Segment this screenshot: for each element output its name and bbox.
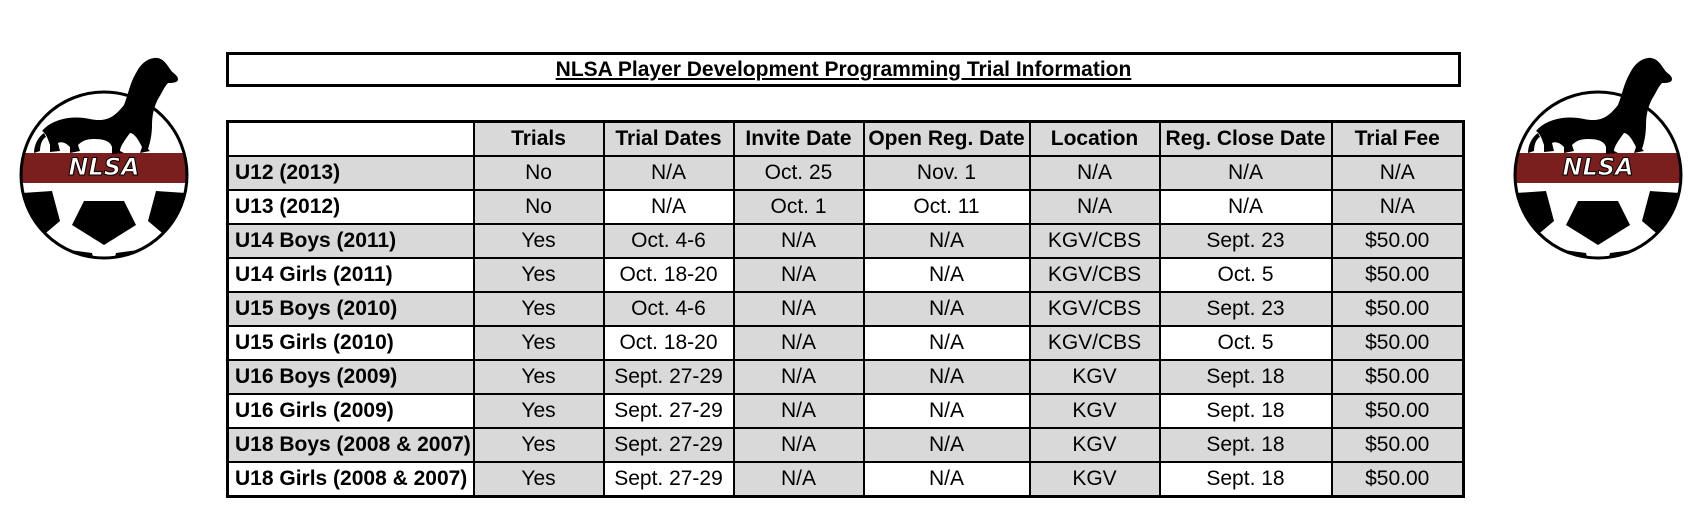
row-label: U12 (2013) [228, 156, 474, 190]
row-label: U16 Girls (2009) [228, 394, 474, 428]
trials-cell: Yes [474, 292, 604, 326]
svg-text:NLSA: NLSA [68, 153, 140, 181]
row-label: U15 Girls (2010) [228, 326, 474, 360]
dog-soccer-ball-icon [1506, 53, 1690, 263]
trial-fee-cell: N/A [1332, 156, 1464, 190]
invite-date-cell: N/A [734, 428, 864, 462]
reg-close-date-cell: Oct. 5 [1160, 326, 1332, 360]
row-label: U13 (2012) [228, 190, 474, 224]
invite-date-cell: N/A [734, 394, 864, 428]
trials-cell: Yes [474, 326, 604, 360]
table-row [228, 292, 1464, 326]
header-blank [228, 122, 474, 157]
trial-fee-cell: $50.00 [1332, 428, 1464, 462]
invite-date-cell: N/A [734, 360, 864, 394]
page-title: NLSA Player Development Programming Trial Information [226, 52, 1461, 87]
trial-fee-cell: N/A [1332, 190, 1464, 224]
trials-cell: No [474, 156, 604, 190]
row-label: U16 Boys (2009) [228, 360, 474, 394]
row-label: U14 Boys (2011) [228, 224, 474, 258]
trials-cell: Yes [474, 462, 604, 497]
trial-fee-cell: $50.00 [1332, 394, 1464, 428]
location-cell: KGV [1030, 462, 1160, 497]
trial-dates-cell: Oct. 4-6 [604, 292, 734, 326]
location-cell: KGV [1030, 428, 1160, 462]
invite-date-cell: N/A [734, 326, 864, 360]
row-label: U18 Girls (2008 & 2007) [228, 462, 474, 497]
trial-dates-cell: N/A [604, 156, 734, 190]
header-open-reg-date: Open Reg. Date [864, 122, 1030, 157]
location-cell: KGV/CBS [1030, 258, 1160, 292]
header-trial-fee: Trial Fee [1332, 122, 1464, 157]
open-reg-date-cell: Nov. 1 [864, 156, 1030, 190]
open-reg-date-cell: N/A [864, 292, 1030, 326]
trial-fee-cell: $50.00 [1332, 258, 1464, 292]
trial-fee-cell: $50.00 [1332, 326, 1464, 360]
reg-close-date-cell: Sept. 18 [1160, 462, 1332, 497]
invite-date-cell: Oct. 1 [734, 190, 864, 224]
table-row [228, 156, 1464, 190]
open-reg-date-cell: N/A [864, 258, 1030, 292]
invite-date-cell: N/A [734, 292, 864, 326]
trial-dates-cell: Oct. 18-20 [604, 326, 734, 360]
reg-close-date-cell: Sept. 18 [1160, 394, 1332, 428]
header-reg-close-date: Reg. Close Date [1160, 122, 1332, 157]
row-label: U18 Boys (2008 & 2007) [228, 428, 474, 462]
header-location: Location [1030, 122, 1160, 157]
open-reg-date-cell: N/A [864, 428, 1030, 462]
trial-dates-cell: Oct. 18-20 [604, 258, 734, 292]
header-trials: Trials [474, 122, 604, 157]
location-cell: KGV/CBS [1030, 224, 1160, 258]
invite-date-cell: N/A [734, 462, 864, 497]
trial-fee-cell: $50.00 [1332, 224, 1464, 258]
reg-close-date-cell: N/A [1160, 190, 1332, 224]
row-label: U15 Boys (2010) [228, 292, 474, 326]
header-invite-date: Invite Date [734, 122, 864, 157]
invite-date-cell: N/A [734, 224, 864, 258]
table-row [228, 394, 1464, 428]
open-reg-date-cell: Oct. 11 [864, 190, 1030, 224]
location-cell: KGV/CBS [1030, 326, 1160, 360]
reg-close-date-cell: Sept. 23 [1160, 292, 1332, 326]
trial-fee-cell: $50.00 [1332, 360, 1464, 394]
reg-close-date-cell: Oct. 5 [1160, 258, 1332, 292]
trial-dates-cell: Oct. 4-6 [604, 224, 734, 258]
table-row [228, 326, 1464, 360]
open-reg-date-cell: N/A [864, 462, 1030, 497]
location-cell: KGV [1030, 394, 1160, 428]
reg-close-date-cell: N/A [1160, 156, 1332, 190]
open-reg-date-cell: N/A [864, 326, 1030, 360]
trial-info-table [226, 120, 1465, 498]
open-reg-date-cell: N/A [864, 224, 1030, 258]
nlsa-logo-right [1506, 53, 1690, 263]
trial-fee-cell: $50.00 [1332, 462, 1464, 497]
trial-fee-cell: $50.00 [1332, 292, 1464, 326]
trials-cell: No [474, 190, 604, 224]
open-reg-date-cell: N/A [864, 360, 1030, 394]
reg-close-date-cell: Sept. 18 [1160, 360, 1332, 394]
location-cell: KGV/CBS [1030, 292, 1160, 326]
table-row [228, 258, 1464, 292]
trial-dates-cell: N/A [604, 190, 734, 224]
trial-dates-cell: Sept. 27-29 [604, 360, 734, 394]
svg-text:NLSA: NLSA [1562, 153, 1634, 181]
trials-cell: Yes [474, 360, 604, 394]
open-reg-date-cell: N/A [864, 394, 1030, 428]
trial-dates-cell: Sept. 27-29 [604, 428, 734, 462]
location-cell: KGV [1030, 360, 1160, 394]
reg-close-date-cell: Sept. 18 [1160, 428, 1332, 462]
trials-cell: Yes [474, 428, 604, 462]
invite-date-cell: N/A [734, 258, 864, 292]
table-row [228, 462, 1464, 497]
reg-close-date-cell: Sept. 23 [1160, 224, 1332, 258]
trials-cell: Yes [474, 258, 604, 292]
trial-dates-cell: Sept. 27-29 [604, 462, 734, 497]
dog-soccer-ball-icon [12, 53, 196, 263]
table-row [228, 224, 1464, 258]
trials-cell: Yes [474, 394, 604, 428]
invite-date-cell: Oct. 25 [734, 156, 864, 190]
trial-dates-cell: Sept. 27-29 [604, 394, 734, 428]
table-row [228, 190, 1464, 224]
table-row [228, 428, 1464, 462]
location-cell: N/A [1030, 190, 1160, 224]
table-row [228, 360, 1464, 394]
table-header-row [228, 122, 1464, 157]
row-label: U14 Girls (2011) [228, 258, 474, 292]
header-trial-dates: Trial Dates [604, 122, 734, 157]
location-cell: N/A [1030, 156, 1160, 190]
trials-cell: Yes [474, 224, 604, 258]
nlsa-logo-left [12, 53, 196, 263]
